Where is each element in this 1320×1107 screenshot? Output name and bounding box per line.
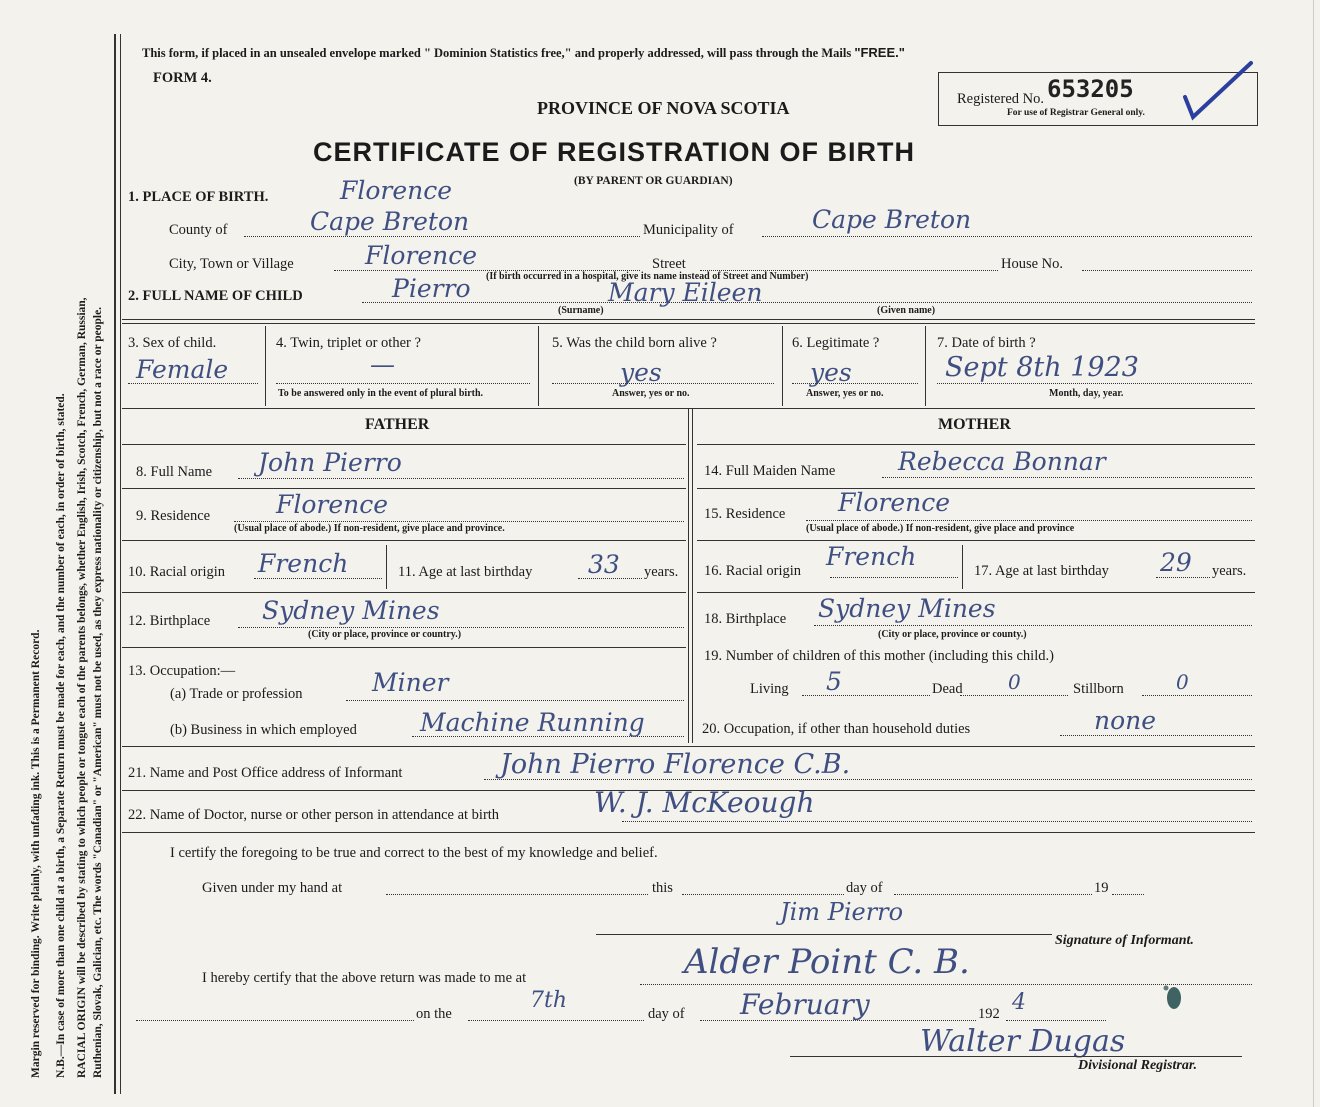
hospital-note: (If birth occurred in a hospital, give its name instead of Street and Number) xyxy=(486,271,809,282)
trade-value: Miner xyxy=(372,668,449,697)
margin-note-2: N.B.—In case of more than one child at a birth, a Separate Return must be made for each, and the number of each, in order of birth, stated. xyxy=(55,393,67,1078)
mother-name-label: 14. Full Maiden Name xyxy=(704,463,836,479)
city-label: City, Town or Village xyxy=(169,256,294,272)
father-name-value: John Pierro xyxy=(258,448,402,477)
mail-notice-free: "FREE." xyxy=(854,45,905,60)
doctor-value: W. J. McKeough xyxy=(594,786,815,819)
municipality-label: Municipality of xyxy=(643,222,734,238)
dead-label: Dead xyxy=(932,681,963,697)
informant-signature-caption: Signature of Informant. xyxy=(1055,933,1194,948)
surname-caption: (Surname) xyxy=(558,305,604,316)
father-racial-value: French xyxy=(258,549,349,578)
living-value: 5 xyxy=(826,667,842,696)
father-occupation-label: 13. Occupation:— xyxy=(128,663,236,679)
father-residence-label: 9. Residence xyxy=(136,508,211,524)
father-residence-note: (Usual place of abode.) If non-resident, give place and province. xyxy=(234,523,505,534)
page-subtitle: (BY PARENT OR GUARDIAN) xyxy=(574,175,733,187)
checkmark-icon xyxy=(1179,59,1259,123)
return-day-value: 7th xyxy=(530,988,568,1013)
registrar-caption: Divisional Registrar. xyxy=(1078,1058,1198,1073)
mother-birthplace-note: (City or place, province or county.) xyxy=(878,629,1027,640)
province-heading: PROVINCE OF NOVA SCOTIA xyxy=(537,98,790,118)
living-label: Living xyxy=(750,681,789,697)
mother-years-label: years. xyxy=(1212,563,1247,579)
house-number-label: House No. xyxy=(1001,256,1064,272)
page-title: CERTIFICATE OF REGISTRATION OF BIRTH xyxy=(313,137,915,167)
mother-residence-label: 15. Residence xyxy=(704,506,786,522)
day-of-label-2: day of xyxy=(648,1006,685,1022)
child-given-name-value: Mary Eileen xyxy=(608,278,763,307)
sex-label: 3. Sex of child. xyxy=(128,335,217,351)
father-age-label: 11. Age at last birthday xyxy=(398,564,533,580)
alive-note: Answer, yes or no. xyxy=(612,388,690,399)
father-birthplace-value: Sydney Mines xyxy=(262,596,440,625)
father-racial-label: 10. Racial origin xyxy=(128,564,226,580)
father-age-value: 33 xyxy=(588,550,620,579)
father-birthplace-note: (City or place, province or country.) xyxy=(308,629,462,640)
child-name-label: 2. FULL NAME OF CHILD xyxy=(128,288,303,304)
margin-note-3: RACIAL ORIGIN will be described by stating to which people or tongue each of the parents belongs, whether English, Irish, Scotch, French, German, Russian, xyxy=(76,297,88,1078)
date-of-birth-label: 7. Date of birth ? xyxy=(937,335,1036,351)
stillborn-label: Stillborn xyxy=(1073,681,1124,697)
this-label: this xyxy=(652,880,673,896)
margin-note-4: Ruthenian, Slovak, Galician, etc. The words "Canadian" or "American" must not be used, as they express nationality or citizenship, but not a race or people. xyxy=(92,306,104,1078)
legitimate-note: Answer, yes or no. xyxy=(806,388,884,399)
mother-age-label: 17. Age at last birthday xyxy=(974,563,1109,579)
margin-note-1: Margin reserved for binding. Write plainly, with unfading ink. This is a Permanent Record. xyxy=(30,629,42,1078)
date-of-birth-value: Sept 8th 1923 xyxy=(945,352,1139,383)
father-name-label: 8. Full Name xyxy=(136,464,213,480)
mother-heading: MOTHER xyxy=(938,416,1011,433)
informant-label: 21. Name and Post Office address of Informant xyxy=(128,765,403,781)
informant-signature: Jim Pierro xyxy=(780,898,904,926)
right-edge xyxy=(1313,0,1314,1107)
registration-number: 653205 xyxy=(1047,75,1134,103)
mail-notice-text: This form, if placed in an unsealed envelope marked " Dominion Statistics free," and properly addressed, will pass through the Mails xyxy=(142,46,852,60)
children-count-label: 19. Number of children of this mother (including this child.) xyxy=(704,648,1054,664)
mail-notice xyxy=(142,45,905,61)
alive-label: 5. Was the child born alive ? xyxy=(552,335,717,351)
doctor-label: 22. Name of Doctor, nurse or other person in attendance at birth xyxy=(128,807,500,823)
father-years-label: years. xyxy=(644,564,679,580)
place-of-birth-value: Florence xyxy=(340,176,453,205)
sex-value: Female xyxy=(136,355,229,384)
margin-border xyxy=(120,34,121,1094)
mother-birthplace-label: 18. Birthplace xyxy=(704,611,787,627)
twin-label: 4. Twin, triplet or other ? xyxy=(276,335,421,351)
on-the-label: on the xyxy=(416,1006,452,1022)
mother-age-value: 29 xyxy=(1160,548,1192,577)
father-birthplace-label: 12. Birthplace xyxy=(128,613,211,629)
registrar-use-note: For use of Registrar General only. xyxy=(1007,108,1145,118)
place-of-birth-label: 1. PLACE OF BIRTH. xyxy=(128,189,269,205)
child-surname-value: Pierro xyxy=(392,274,471,303)
return-statement: I hereby certify that the above return was made to me at xyxy=(202,970,527,986)
year-prefix-label-2: 192 xyxy=(978,1006,1000,1022)
registration-box xyxy=(938,72,1258,126)
day-of-label: day of xyxy=(846,880,883,896)
trade-label: (a) Trade or profession xyxy=(170,686,303,702)
mother-occupation-label: 20. Occupation, if other than household duties xyxy=(702,721,971,737)
mother-racial-value: French xyxy=(826,542,917,571)
business-label: (b) Business in which employed xyxy=(170,722,357,738)
legitimate-label: 6. Legitimate ? xyxy=(792,335,880,351)
given-under-label: Given under my hand at xyxy=(202,880,343,896)
county-value: Cape Breton xyxy=(310,207,470,236)
mother-birthplace-value: Sydney Mines xyxy=(818,594,996,623)
twin-note: To be answered only in the event of plural birth. xyxy=(278,388,484,399)
return-place-value: Alder Point C. B. xyxy=(684,942,970,982)
father-heading: FATHER xyxy=(365,416,430,433)
certify-statement: I certify the foregoing to be true and correct to the best of my knowledge and belief. xyxy=(170,845,658,861)
date-of-birth-note: Month, day, year. xyxy=(1049,388,1124,399)
dead-value: 0 xyxy=(1008,670,1021,694)
return-month-value: February xyxy=(740,988,870,1021)
county-label: County of xyxy=(169,222,228,238)
informant-value: John Pierro Florence C.B. xyxy=(500,749,851,780)
stillborn-value: 0 xyxy=(1176,670,1189,694)
given-name-caption: (Given name) xyxy=(877,305,936,316)
margin-border xyxy=(114,34,116,1094)
mother-occupation-value: none xyxy=(1094,706,1157,735)
city-value: Florence xyxy=(365,241,478,270)
year-prefix-label: 19 xyxy=(1094,880,1109,896)
business-value: Machine Running xyxy=(420,708,645,737)
mother-racial-label: 16. Racial origin xyxy=(704,563,802,579)
street-label: Street xyxy=(652,256,686,272)
mother-residence-note: (Usual place of abode.) If non-resident, give place and province xyxy=(806,523,1075,534)
registered-label: Registered No. xyxy=(957,91,1044,107)
ink-blot xyxy=(1160,982,1190,1016)
municipality-value: Cape Breton xyxy=(812,205,972,234)
mother-residence-value: Florence xyxy=(838,488,951,517)
return-year-value: 4 xyxy=(1012,990,1026,1015)
mother-name-value: Rebecca Bonnar xyxy=(898,447,1106,476)
alive-value: yes xyxy=(620,358,662,387)
registrar-signature: Walter Dugas xyxy=(920,1024,1126,1059)
twin-value: — xyxy=(370,350,395,379)
legitimate-value: yes xyxy=(810,358,852,387)
father-residence-value: Florence xyxy=(276,490,389,519)
form-number: FORM 4. xyxy=(153,70,212,86)
